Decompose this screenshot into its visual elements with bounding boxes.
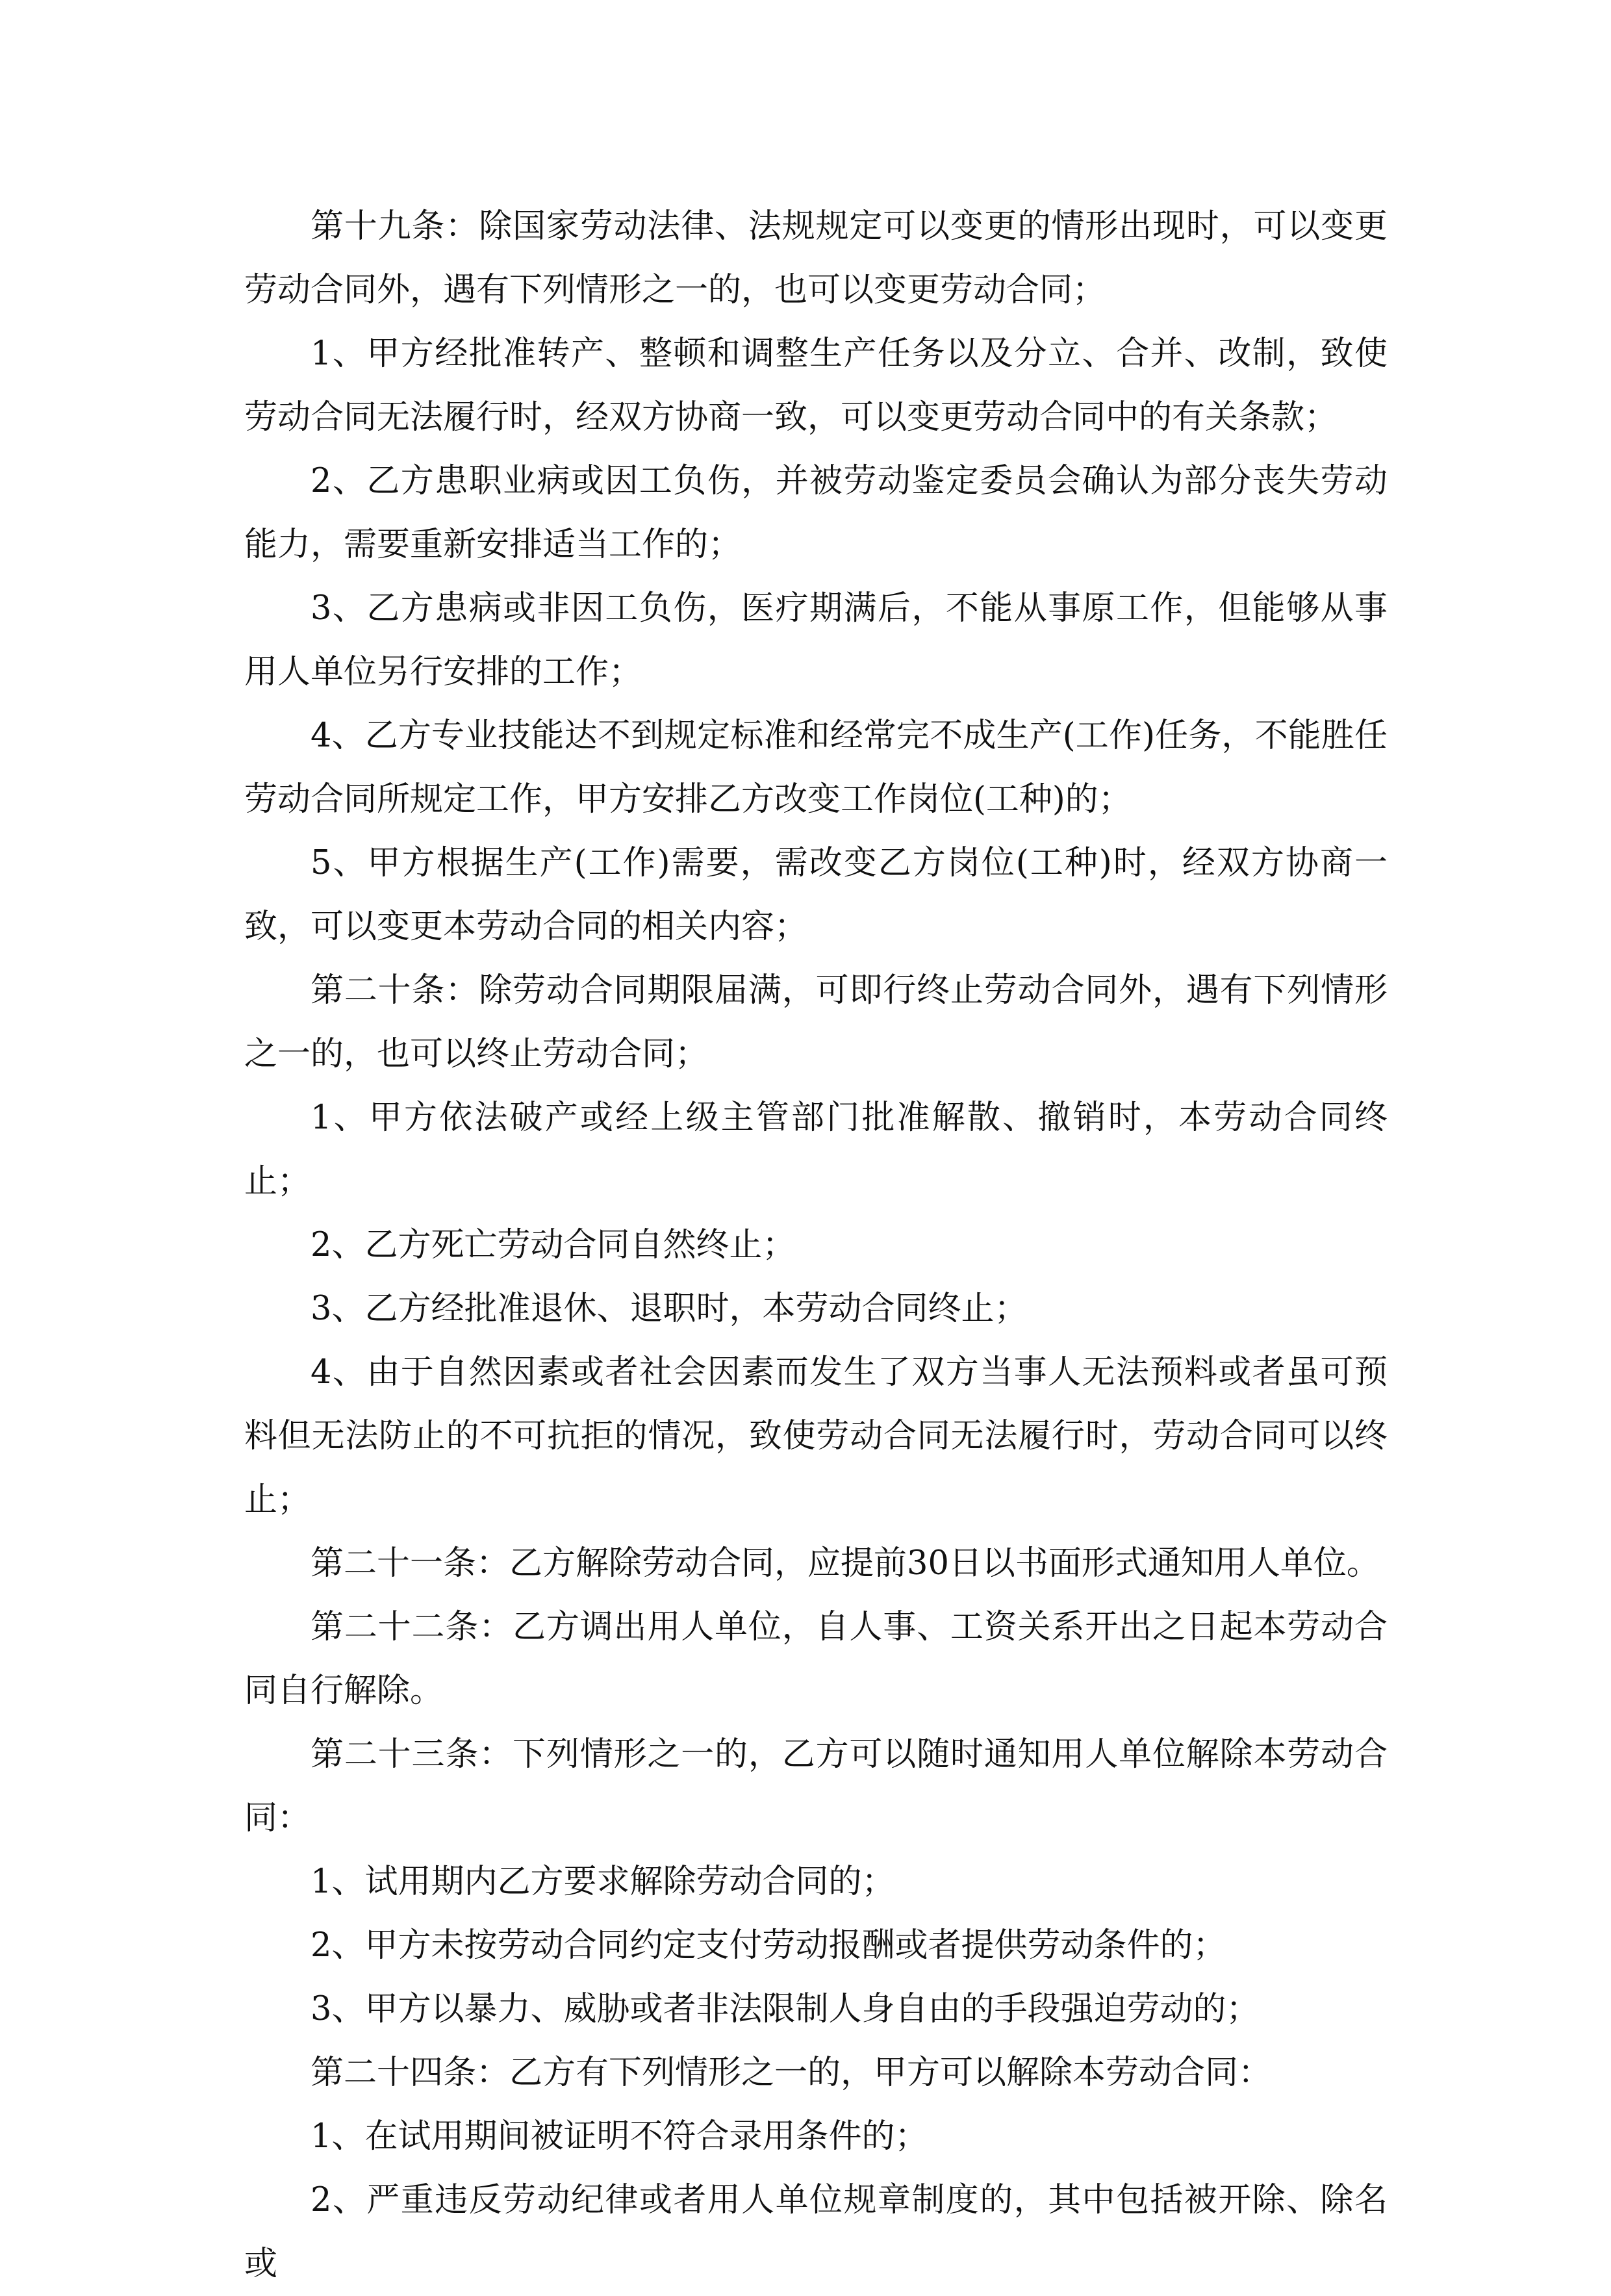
paragraph-article-22: 第二十二条：乙方调出用人单位，自人事、工资关系开出之日起本劳动合同自行解除。 <box>244 1608 1388 1710</box>
paragraph-article-19: 第十九条：除国家劳动法律、法规规定可以变更的情形出现时，可以变更劳动合同外，遇有下列情形之一的，也可以变更劳动合同； <box>244 207 1388 309</box>
paragraph-20-item-2: 2、乙方死亡劳动合同自然终止； <box>311 1226 796 1264</box>
document-body <box>244 195 1388 2296</box>
paragraph-19-item-2: 2、乙方患职业病或因工负伤，并被劳动鉴定委员会确认为部分丧失劳动能力，需要重新安排适当工作的； <box>244 462 1388 564</box>
paragraph-23-item-3: 3、甲方以暴力、威胁或者非法限制人身自由的手段强迫劳动的； <box>311 1990 1260 2028</box>
paragraph-19-item-5: 5、甲方根据生产(工作)需要，需改变乙方岗位(工种)时，经双方协商一致，可以变更本劳动合同的相关内容； <box>244 844 1388 946</box>
paragraph-19-item-1: 1、甲方经批准转产、整顿和调整生产任务以及分立、合并、改制，致使劳动合同无法履行时，经双方协商一致，可以变更劳动合同中的有关条款； <box>244 335 1388 437</box>
paragraph-20-item-4: 4、由于自然因素或者社会因素而发生了双方当事人无法预料或者虽可预料但无法防止的不可抗拒的情况，致使劳动合同无法履行时，劳动合同可以终止； <box>244 1353 1388 1519</box>
paragraph-23-item-2: 2、甲方未按劳动合同约定支付劳动报酬或者提供劳动条件的； <box>311 1926 1226 1965</box>
paragraph-article-20: 第二十条：除劳动合同期限届满，可即行终止劳动合同外，遇有下列情形之一的，也可以终止劳动合同； <box>244 971 1388 1073</box>
paragraph-24-item-2: 2、严重违反劳动纪律或者用人单位规章制度的，其中包括被开除、除名或 <box>244 2181 1388 2283</box>
paragraph-19-item-4: 4、乙方专业技能达不到规定标准和经常完不成生产(工作)任务，不能胜任劳动合同所规定工作，甲方安排乙方改变工作岗位(工种)的； <box>244 717 1388 819</box>
paragraph-article-23: 第二十三条：下列情形之一的，乙方可以随时通知用人单位解除本劳动合同： <box>244 1735 1388 1837</box>
paragraph-20-item-3: 3、乙方经批准退休、退职时，本劳动合同终止； <box>311 1290 1028 1328</box>
paragraph-24-item-1: 1、在试用期间被证明不符合录用条件的； <box>311 2117 928 2156</box>
paragraph-19-item-3: 3、乙方患病或非因工负伤，医疗期满后，不能从事原工作，但能够从事用人单位另行安排的工作； <box>244 589 1388 691</box>
paragraph-article-21: 第二十一条：乙方解除劳动合同，应提前30日以书面形式通知用人单位。 <box>311 1544 1380 1583</box>
paragraph-20-item-1: 1、甲方依法破产或经上级主管部门批准解散、撤销时，本劳动合同终止； <box>244 1099 1388 1201</box>
paragraph-23-item-1: 1、试用期内乙方要求解除劳动合同的； <box>311 1863 895 1901</box>
paragraph-article-24: 第二十四条：乙方有下列情形之一的，甲方可以解除本劳动合同： <box>311 2054 1272 2092</box>
